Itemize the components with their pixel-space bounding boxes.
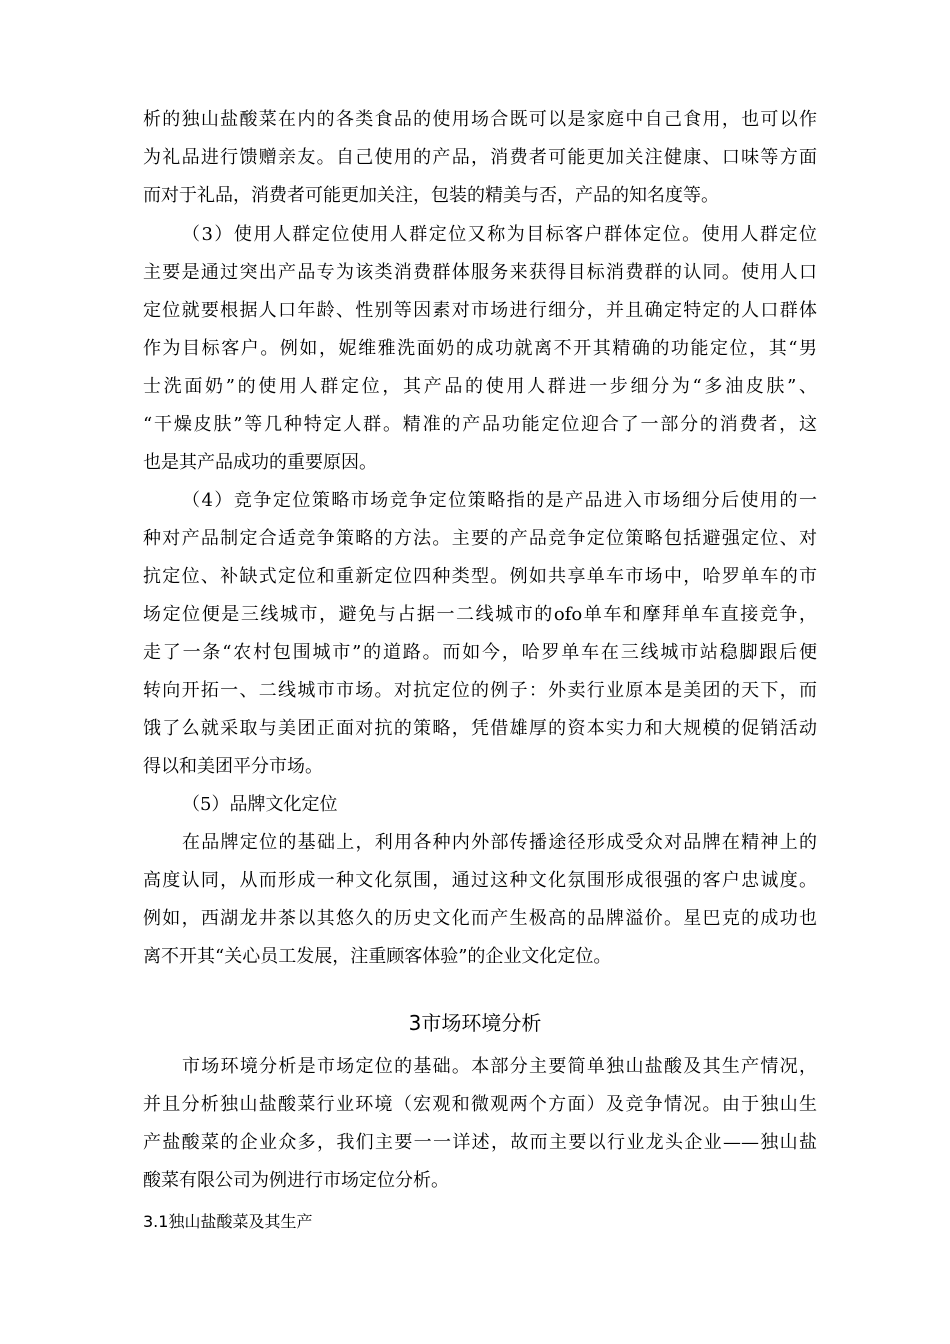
text-line: “干燥皮肤”等几种特定人群。精准的产品功能定位迎合了一部分的消费者，这 xyxy=(143,414,817,435)
text-line: （4）竞争定位策略市场竞争定位策略指的是产品进入市场细分后使用的一 xyxy=(182,490,817,511)
text-line: 场定位便是三线城市，避免与占据一二线城市的ofo单车和摩拜单车直接竞争， xyxy=(143,604,817,625)
text-line: 市场环境分析是市场定位的基础。本部分主要简单独山盐酸及其生产情况， xyxy=(182,1056,817,1077)
text-line: （3）使用人群定位使用人群定位又称为目标客户群体定位。使用人群定位 xyxy=(182,224,817,245)
text-line: 定位就要根据人口年龄、性别等因素对市场进行细分，并且确定特定的人口群体 xyxy=(143,300,817,321)
text-line: 得以和美团平分市场。 xyxy=(143,756,323,777)
text-line: 酸菜有限公司为例进行市场定位分析。 xyxy=(143,1170,449,1191)
text-line: 离不开其“关心员工发展，注重顾客体验”的企业文化定位。 xyxy=(143,946,612,967)
text-line: （5）品牌文化定位 xyxy=(182,794,338,815)
subsection-heading: 3.1独山盐酸菜及其生产 xyxy=(143,1212,313,1231)
text-line: 而对于礼品，消费者可能更加关注，包装的精美与否，产品的知名度等。 xyxy=(143,185,719,206)
text-line: 饿了么就采取与美团正面对抗的策略，凭借雄厚的资本实力和大规模的促销活动 xyxy=(143,718,817,739)
text-line: 高度认同，从而形成一种文化氛围，通过这种文化氛围形成很强的客户忠诚度。 xyxy=(143,870,817,891)
text-line: 作为目标客户。例如，妮维雅洗面奶的成功就离不开其精确的功能定位，其“男 xyxy=(143,338,817,359)
text-line: 抗定位、补缺式定位和重新定位四种类型。例如共享单车市场中，哈罗单车的市 xyxy=(143,566,817,587)
text-line: 在品牌定位的基础上，利用各种内外部传播途径形成受众对品牌在精神上的 xyxy=(182,832,817,853)
text-line: 并且分析独山盐酸菜行业环境（宏观和微观两个方面）及竞争情况。由于独山生 xyxy=(143,1094,817,1115)
text-line: 走了一条“农村包围城市”的道路。而如今，哈罗单车在三线城市站稳脚跟后便 xyxy=(143,642,817,663)
text-line: 析的独山盐酸菜在内的各类食品的使用场合既可以是家庭中自己食用，也可以作 xyxy=(143,109,817,130)
text-line: 产盐酸菜的企业众多，我们主要一一详述，故而主要以行业龙头企业——独山盐 xyxy=(143,1132,817,1153)
text-line: 为礼品进行馈赠亲友。自己使用的产品，消费者可能更加关注健康、口味等方面 xyxy=(143,147,817,168)
text-line: 也是其产品成功的重要原因。 xyxy=(143,452,377,473)
text-line: 士洗面奶”的使用人群定位，其产品的使用人群进一步细分为“多油皮肤”、 xyxy=(143,376,817,397)
text-line: 种对产品制定合适竞争策略的方法。主要的产品竞争定位策略包括避强定位、对 xyxy=(143,528,817,549)
text-line: 例如，西湖龙井茶以其悠久的历史文化而产生极高的品牌溢价。星巴克的成功也 xyxy=(143,908,817,929)
section-heading: 3市场环境分析 xyxy=(408,1011,542,1035)
text-line: 转向开拓一、二线城市市场。对抗定位的例子：外卖行业原本是美团的天下，而 xyxy=(143,680,817,701)
text-line: 主要是通过突出产品专为该类消费群体服务来获得目标消费群的认同。使用人口 xyxy=(143,262,817,283)
